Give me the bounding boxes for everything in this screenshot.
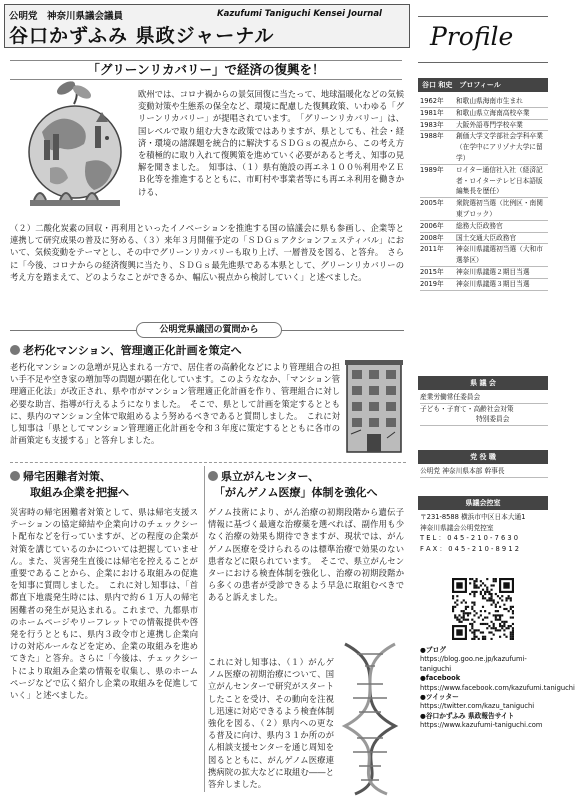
history-text: 神奈川県議選初当選（大和市選挙区）: [456, 245, 543, 265]
masthead-title: 谷口かずふみ 県政ジャーナル: [9, 25, 275, 47]
questions-bar: [10, 322, 404, 338]
history-text: 大阪外語専門学校卒業: [456, 120, 523, 129]
site-link[interactable]: https://www.kazufumi-taniguchi.com: [420, 721, 543, 730]
section-3-title: 県立がんセンター、: [208, 470, 319, 484]
profile-script-title: Profile: [430, 22, 514, 51]
gikai-list: [420, 392, 548, 426]
profile-history-row: [420, 108, 548, 120]
section-3-title-line-2: 「がんゲノム医療」体制を強化へ: [214, 486, 378, 499]
profile-history-row: [420, 198, 548, 221]
office-label: 県議会控室: [418, 496, 548, 510]
facebook-link[interactable]: https://www.facebook.com/kazufumi.taniguchi: [420, 683, 575, 692]
office-fax: F A X ： 0 4 5 - 2 1 0 - 8 9 1 2: [420, 544, 519, 553]
gikai-item: 産業労働常任委員会: [420, 392, 548, 404]
profile-history-row: [420, 131, 548, 164]
globe-illustration: [20, 82, 130, 222]
office-tel: T E L ： 0 4 5 - 2 1 0 - 7 6 3 0: [420, 534, 518, 542]
history-text: 衆院選初当選（比例区・南関東ブロック）: [456, 199, 543, 218]
profile-history-row: [420, 244, 548, 267]
profile-history-row: [420, 120, 548, 132]
gikai-item: 子ども・子育て・高齢社会対策: [420, 404, 514, 413]
office-address: 〒231-8588 横浜市中区日本大通1: [420, 513, 526, 521]
bullet-icon: [10, 471, 20, 481]
profile-history-row: [420, 221, 548, 233]
section-3-body-2: これに対し知事は、（１）がんゲノム医療の初期治療について、国立がんセンターで研究がスタートしたことを受け、その動向を注視し迅速に対応できるよう検査体制強化を図る、（２）県内への更なる普及に向け、県内３１か所のがん相談支援センターを通じ周知を図るとともに、がんゲノム医療連携病院の拡大などに取組む――と答弁しました。: [208, 657, 334, 790]
history-year: 1981年: [420, 108, 444, 117]
section-2-title-line-2: 取組み企業を把握へ: [30, 486, 129, 499]
twitter-label: ●ツイッター: [420, 693, 459, 702]
site-label: ●谷口かずふみ 県政報告サイト: [420, 711, 515, 720]
party-list: [420, 466, 548, 478]
history-text: 和歌山県立海南高校卒業: [456, 108, 530, 117]
bullet-icon: [208, 471, 218, 481]
office-info: [420, 512, 548, 554]
profile-label: 谷口 和史 プロフィール: [418, 78, 548, 92]
section-1-body: 老朽化マンションの急増が見込まれる一方で、居住者の高齢化などにより管理組合の担い手不足や空き家の増加等の問題が顕在化しています。このようななか、「マンション管理適正化法」が改正され、県や市がマンション管理適正化計画を作り、管理組合に対し必要な助言、指導が行えるようになりました。 そこで、県として計画を策定するとともに、県内のマンション全体で取組めるよう努めるべきであると質問しました。 これに対し知事は「県としてマンション管理適正化計画を令和３年度に策定するとともに各市の計画策定も支援する」と答弁しました。: [10, 362, 340, 446]
gikai-item: 特別委員会: [420, 414, 548, 426]
profile-header: [418, 4, 548, 76]
masthead-subtitle-en: Kazufumi Taniguchi Kensei Journal: [217, 9, 382, 19]
twitter-link[interactable]: https://twitter.com/kazu_taniguchi: [420, 702, 535, 711]
facebook-label: ●facebook: [420, 674, 461, 683]
section-2-body: 災害時の帰宅困難者対策として、県は帰宅支援ステーションの協定締結や企業向けのチェックシート配布などを行っていますが、どの程度の企業が対策を講じているのかについては把握していません。また、災害発生直後には帰宅を控えることが重要であることから、企業における取組みの促進を知事に質問しました。 これに対し知事は、「首都直下地震発生時には、県内で約６１万人の帰宅困難者の発生が見込まれる。これまで、九都県市のホームページやリーフレットでの情報提供や啓発を行うとともに、県内３政令市と連携し企業向けの対応ルールなどを定め、企業の取組みを進めてきた」と答弁。さらに「今後は、チェックシートにより取組み企業の情報を収集し、県のホームページなどで広く紹介し企業の取組みを促進していく」と述べました。: [10, 507, 198, 701]
history-year: 1989年: [420, 165, 444, 174]
history-text: 創価大学文学部社会学科卒業（在学中にアリゾナ大学に留学）: [456, 132, 543, 162]
bullet-icon: [10, 345, 20, 355]
history-year: 2006年: [420, 221, 444, 230]
office-room: 神奈川県議会公明党控室: [420, 523, 494, 532]
history-year: 1988年: [420, 132, 444, 141]
apartment-building-illustration: [343, 358, 405, 456]
history-year: 2011年: [420, 245, 444, 254]
profile-history-row: [420, 165, 548, 198]
gikai-label: 県 議 会: [418, 376, 548, 390]
history-year: 1962年: [420, 97, 444, 105]
history-year: 2005年: [420, 199, 444, 208]
profile-history-row: [420, 279, 548, 291]
history-text: 総務大臣政務官: [456, 221, 503, 230]
history-year: 2015年: [420, 267, 444, 276]
history-text: 神奈川県議選３期目当選: [456, 279, 530, 288]
article-paragraph-1: 欧州では、コロナ禍からの景気回復に当たって、地球温暖化などの気候変動対策や生態系の保全など、環境に配慮した復興政策、いわゆる「グリーンリカバリー」が提唱されています。 「グリーンリカバリー」は、国レベルで取り組む大きな政策ではありますが、県としても、社会・経済・環境の諸課題を統合的に解決するＳＤＧｓの視点から、この考え方を積極的に取り入れて復興策を進めていく必要があると考え、知事の見解を聞きました。 知事は、（１）県有施設の再エネ１００％利用やＺＥＢ化等を推進するとともに、市町村や事業者等にも再エネ利用を働きかける、: [138, 89, 405, 197]
section-1-title: 老朽化マンション、管理適正化計画を策定へ: [10, 344, 242, 358]
party-item: 公明党 神奈川県本部 幹事長: [420, 466, 548, 478]
history-text: ロイター通信社入社（経済記者・ロイターテレビ日本語版編集長を歴任）: [456, 165, 543, 196]
dna-helix-illustration: [335, 640, 407, 796]
masthead-subtitle: 公明党 神奈川県議会議員: [9, 11, 124, 22]
profile-history-row: [420, 96, 548, 108]
party-label: 党 役 職: [418, 450, 548, 464]
history-text: 国土交通大臣政務官: [456, 233, 517, 242]
section-3-body-1: ゲノム技術により、がん治療の初期段階から遺伝子情報に基づく最適な治療薬を選べれば、副作用も少なく治療の効果も期待できますが、現状では、がんゲノム医療を受けられるのは標準治療で効果のない患者などに限られています。 そこで、県立がんセンターにおける検査体制を強化し、治療の初期段階から多くの患者が受診できるよう早急に取組むべきであると訴えました。: [208, 507, 404, 603]
history-year: 1983年: [420, 120, 444, 129]
links-list: [420, 646, 575, 731]
qr-code-icon[interactable]: [452, 578, 514, 640]
blog-link[interactable]: https://blog.goo.ne.jp/kazufumi-taniguchi: [420, 655, 527, 673]
masthead: [4, 4, 410, 48]
history-year: 2019年: [420, 279, 444, 288]
profile-history-row: [420, 233, 548, 245]
profile-history-row: [420, 267, 548, 279]
section-2-title: 帰宅困難者対策、: [10, 470, 111, 484]
blog-label: ●ブログ: [420, 646, 446, 654]
profile-history: [420, 96, 548, 291]
history-year: 2008年: [420, 233, 444, 242]
article-headline: 「グリーンリカバリー」で経済の復興を！: [10, 60, 402, 80]
questions-label: 公明党県議団の質問から: [136, 322, 282, 338]
history-text: 神奈川県議選２期目当選: [456, 267, 530, 276]
history-text: 和歌山県海南市生まれ: [456, 97, 523, 105]
article-paragraph-2: （２）二酸化炭素の回収・再利用といったイノベーションを推進する国の協議会に県も参画し、企業等と連携して研究成果の普及に努める、（３）来年３月開催予定の「ＳＤＧｓアクションフェスティバル」において、気候変動をテーマとし、その中でグリーンリカバリーも取り上げ、一層普及を図る、と答弁。 さらに「今後、コロナからの経済復興に当たり、ＳＤＧｓ最先進県である本県として、グリーンリカバリーの考え方を踏まえて、どのようなことができるか、幅広い視点から検討していく」と述べました。: [10, 223, 404, 282]
